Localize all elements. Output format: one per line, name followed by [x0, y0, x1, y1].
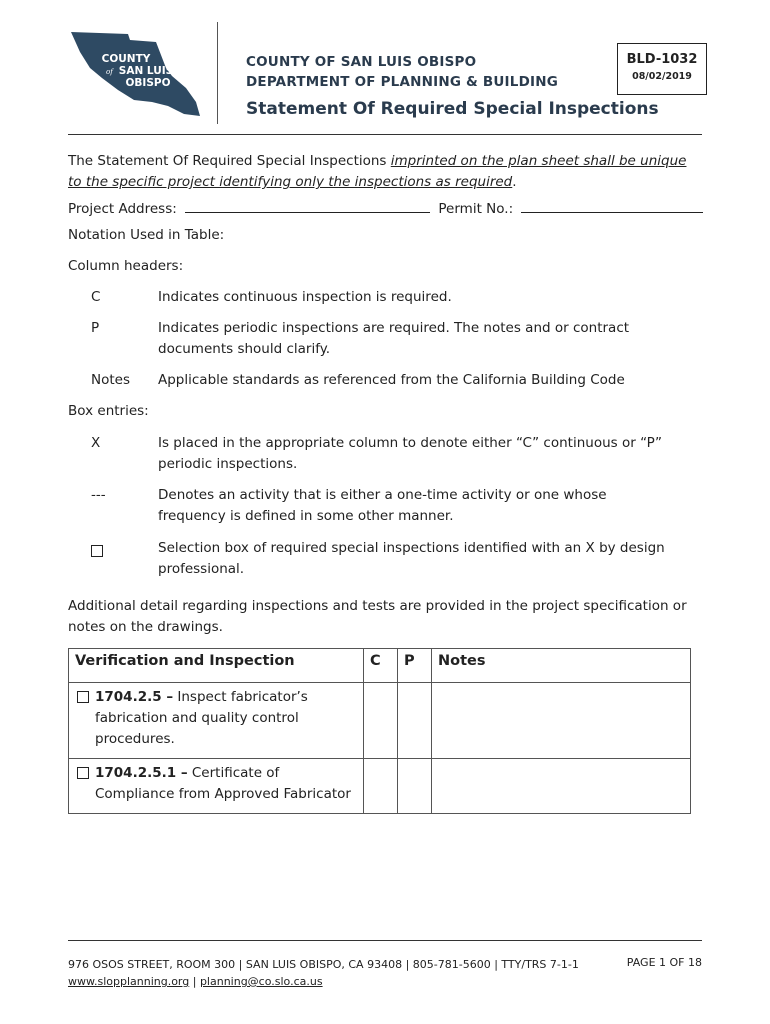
- notation-key-checkbox: [91, 540, 103, 559]
- permit-no-label: Permit No.:: [438, 201, 514, 217]
- row-notes-cell[interactable]: [432, 759, 691, 814]
- form-id-box: [617, 43, 707, 95]
- row-c-cell[interactable]: [364, 759, 398, 814]
- notation-key-dashes: ---: [91, 487, 106, 503]
- header-rule: [68, 134, 702, 135]
- row-code: 1704.2.5 –: [95, 689, 174, 705]
- notation-key-notes: Notes: [91, 372, 130, 388]
- project-fields-row: [68, 199, 708, 220]
- notation-key-x: X: [91, 435, 101, 451]
- row-verification-cell: [69, 683, 364, 759]
- project-address-field[interactable]: [185, 200, 430, 213]
- row-select-checkbox[interactable]: [77, 767, 89, 779]
- footer-rule: [68, 940, 702, 941]
- footer-info: [68, 956, 579, 990]
- row-c-cell[interactable]: [364, 683, 398, 759]
- permit-no-field[interactable]: [521, 200, 703, 213]
- table-header-row: [69, 649, 691, 683]
- page-number: PAGE 1 OF 18: [626, 956, 702, 969]
- email-link[interactable]: planning@co.slo.ca.us: [199, 975, 323, 988]
- org-name: COUNTY OF SAN LUIS OBISPO: [246, 54, 477, 70]
- notation-desc-dashes: Denotes an activity that is either a one-time activity or one whose frequency is defined in some other manner.: [158, 487, 607, 524]
- notation-key-c: C: [91, 289, 101, 305]
- intro-paragraph: [68, 151, 698, 193]
- county-logo: [68, 30, 202, 118]
- header-verification: Verification and Inspection: [69, 649, 364, 683]
- row-notes-cell[interactable]: [432, 683, 691, 759]
- row-description: [95, 687, 357, 750]
- box-entries-label: Box entries:: [68, 403, 149, 419]
- inspection-table: [68, 648, 691, 814]
- row-p-cell[interactable]: [398, 683, 432, 759]
- row-verification-cell: [69, 759, 364, 814]
- row-select-checkbox[interactable]: [77, 691, 89, 703]
- intro-period: .: [512, 174, 517, 190]
- footer-links: [68, 973, 579, 990]
- checkbox-icon: [91, 545, 103, 557]
- notation-desc-x: Is placed in the appropriate column to denote either “C” continuous or “P” periodic inspections.: [158, 435, 663, 472]
- county-shape-icon: [68, 30, 202, 118]
- notation-desc-checkbox: Selection box of required special inspections identified with an X by design professional.: [158, 540, 665, 577]
- form-date: 08/02/2019: [632, 71, 692, 82]
- logo-text-of: of: [106, 68, 113, 76]
- footer-separator: |: [189, 975, 200, 988]
- project-address-label: Project Address:: [68, 201, 177, 217]
- row-text: Inspect fabricator’s fabrication and quality control procedures.: [95, 689, 308, 747]
- header-divider: [217, 22, 218, 124]
- logo-text-obispo: OBISPO: [125, 77, 171, 89]
- column-headers-label: Column headers:: [68, 258, 184, 274]
- row-p-cell[interactable]: [398, 759, 432, 814]
- header-c: C: [364, 649, 398, 683]
- notation-desc-p: Indicates periodic inspections are required. The notes and or contract documents should clarify.: [158, 320, 630, 357]
- notation-key-p: P: [91, 320, 100, 336]
- notation-desc-c: Indicates continuous inspection is required.: [158, 289, 452, 305]
- row-description: [95, 763, 357, 805]
- header-notes: Notes: [432, 649, 691, 683]
- header-p: P: [398, 649, 432, 683]
- website-link[interactable]: www.slopplanning.org: [68, 975, 190, 988]
- logo-text-county: COUNTY: [101, 53, 151, 65]
- notation-desc-notes: Applicable standards as referenced from the California Building Code: [158, 372, 625, 388]
- page-title: Statement Of Required Special Inspections: [246, 99, 659, 119]
- form-code: BLD-1032: [626, 52, 698, 67]
- row-code: 1704.2.5.1 –: [95, 765, 188, 781]
- logo-text-san-luis: SAN LUIS: [118, 65, 174, 77]
- department-name: DEPARTMENT OF PLANNING & BUILDING: [246, 74, 558, 90]
- footer-address: 976 OSOS STREET, ROOM 300 | SAN LUIS OBISPO, CA 93408 | 805-781-5600 | TTY/TRS 7-1-1: [68, 958, 579, 971]
- row-text: Certificate of Compliance from Approved Fabricator: [95, 765, 351, 802]
- table-row: [69, 759, 691, 814]
- notation-heading: Notation Used in Table:: [68, 227, 225, 243]
- additional-detail: Additional detail regarding inspections and tests are provided in the project specification or notes on the drawings.: [68, 598, 687, 635]
- intro-text: The Statement Of Required Special Inspections: [68, 153, 391, 169]
- intro-emphasis: imprinted on the plan sheet shall be unique to the specific project identifying only the inspections as required: [68, 153, 687, 190]
- table-row: [69, 683, 691, 759]
